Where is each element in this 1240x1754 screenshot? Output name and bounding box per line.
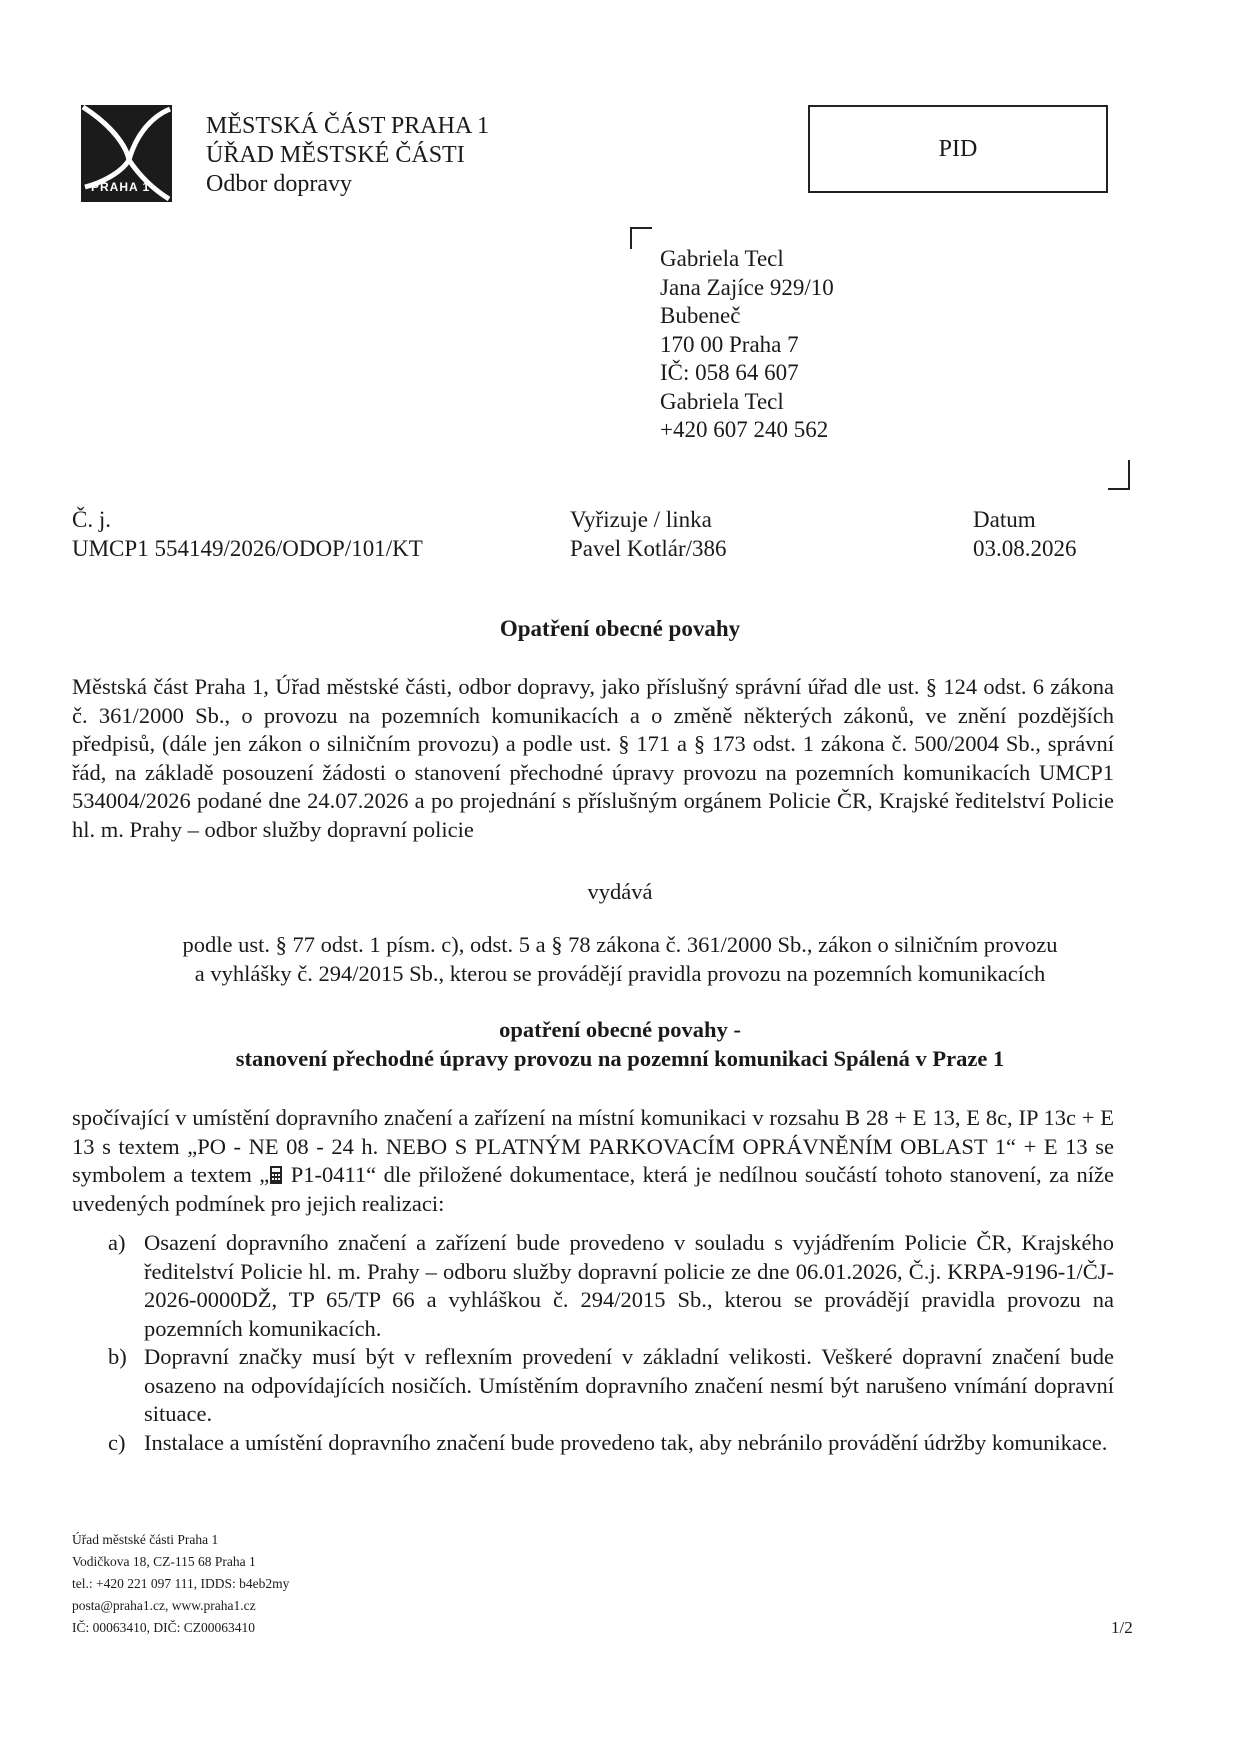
measure-title-line-2: stanovení přechodné úpravy provozu na pozemní komunikaci Spálená v Praze 1 — [235, 1045, 1005, 1071]
footer-line: posta@praha1.cz, www.praha1.cz — [72, 1598, 256, 1613]
handler-label: Vyřizuje / linka — [570, 507, 712, 532]
condition-item — [72, 1429, 1114, 1458]
condition-marker: c) — [108, 1429, 126, 1455]
reference-number-label: Č. j. — [72, 507, 111, 532]
issuer-header — [206, 112, 489, 199]
legal-basis-line-1: podle ust. § 77 odst. 1 písm. c), odst. 5 a § 78 zákona č. 361/2000 Sb., zákon o silničním provozu — [182, 932, 1058, 957]
recipient-line: IČ: 058 64 607 — [660, 360, 799, 385]
footer-line: tel.: +420 221 097 111, IDDS: b4eb2my — [72, 1576, 290, 1591]
measure-title-line-1: opatření obecné povahy - — [499, 1017, 741, 1042]
footer-line: IČ: 00063410, DIČ: CZ00063410 — [72, 1620, 256, 1635]
condition-marker: b) — [108, 1344, 127, 1369]
page-number: 1/2 — [1111, 1618, 1133, 1637]
reference-number-value: UMCP1 554149/2026/ODOP/101/KT — [72, 536, 423, 561]
issuer-line-3: Odbor dopravy — [206, 171, 352, 197]
pid-label: PID — [938, 135, 978, 162]
address-window-corner-top — [630, 227, 652, 249]
intro-paragraph: Městská část Praha 1, Úřad městské části, odbor dopravy, jako příslušný správní úřad dle ust. § 124 odst. 6 zákona č. 361/2000 Sb., o provozu na pozemních komunikacích a o změně některých zákonů, ve znění pozdějších předpisů, (dále jen zákon o silničním provozu) a podle ust. § 171 a § 173 odst. 1 zákona č. 500/2004 Sb., správní řád, na základě posouzení žádosti o stanovení přechodné úpravy provozu na pozemních komunikacích UMCP1 534004/2026 podané dne 24.07.2026 a po projednání s příslušným orgánem Policie ČR, Krajské ředitelství Policie hl. m. Prahy – odbor služby dopravní policie — [72, 674, 1114, 842]
footer-line: Úřad městské části Praha 1 — [72, 1532, 219, 1547]
condition-text: Dopravní značky musí být v reflexním provedení v základní velikosti. Veškeré dopravní značení bude osazeno na odpovídajících nosičích. Umístěním dopravního značení nesmí být narušeno vnímání dopravní situace. — [144, 1344, 1114, 1426]
handler-value: Pavel Kotlár/386 — [570, 536, 727, 561]
reference-number-block — [72, 505, 423, 563]
measure-description-part-1: spočívající v umístění dopravního značení a zařízení na místní komunikaci v rozsahu B 28 + E 13, E 8c, IP 13c + E 13 s textem „PO - NE 08 - 24 h. NEBO S PLATNÝM PARKOVACÍM OPRÁVNĚNÍM OBLAST 1“ + E 13 se symbolem a textem „ — [72, 1105, 1114, 1187]
recipient-address — [660, 245, 834, 445]
conditions-list — [72, 1229, 1114, 1457]
condition-text: Instalace a umístění dopravního značení bude provedeno tak, aby nebránilo provádění údržby komunikace. — [144, 1429, 1108, 1455]
date-label: Datum — [973, 507, 1036, 532]
condition-text: Osazení dopravního značení a zařízení bude provedeno v souladu s vyjádřením Policie ČR, Krajského ředitelství Policie hl. m. Prahy – odboru služby dopravní policie ze dne 06.01.2026, Č.j. KRPA-9196-1/ČJ-2026-0000DŽ, TP 65/TP 66 a vyhláškou č. 294/2015 Sb., kterou se provádějí pravidla provozu na pozemních komunikacích. — [144, 1230, 1114, 1341]
issues-line: vydává — [587, 879, 653, 904]
condition-item — [72, 1229, 1114, 1343]
address-window-corner-bottom — [1108, 460, 1130, 490]
measure-description-part-2: P1-0411“ dle přiložené dokumentace, která je nedílnou součástí tohoto stanovení, za níže uvedených podmínek pro jejich realizaci: — [72, 1162, 1114, 1216]
footer-line: Vodičkova 18, CZ-115 68 Praha 1 — [72, 1554, 256, 1569]
office-footer — [72, 1529, 289, 1639]
praha1-logo — [81, 105, 172, 202]
recipient-line: +420 607 240 562 — [660, 417, 829, 442]
recipient-line: 170 00 Praha 7 — [660, 331, 799, 357]
recipient-line: Bubeneč — [660, 303, 741, 328]
condition-item — [72, 1343, 1114, 1429]
issuer-line-2: ÚŘAD MĚSTSKÉ ČÁSTI — [206, 142, 465, 168]
recipient-line: Gabriela Tecl — [660, 388, 784, 414]
issuer-line-1: MĚSTSKÁ ČÁST PRAHA 1 — [206, 113, 489, 139]
parking-meter-icon — [269, 1165, 283, 1185]
measure-description — [72, 1104, 1114, 1218]
pid-box — [808, 105, 1108, 193]
handler-block — [570, 505, 727, 563]
recipient-line: Jana Zajíce 929/10 — [660, 274, 834, 300]
measure-title — [0, 1016, 1240, 1073]
document-title: Opatření obecné povahy — [499, 616, 741, 641]
condition-marker: a) — [108, 1230, 126, 1255]
date-block — [973, 505, 1077, 563]
legal-basis-line-2: a vyhlášky č. 294/2015 Sb., kterou se provádějí pravidla provozu na pozemních komunikacích — [194, 961, 1046, 986]
recipient-line: Gabriela Tecl — [660, 246, 784, 271]
logo-text: PRAHA 1 — [91, 180, 151, 194]
date-value: 03.08.2026 — [973, 536, 1077, 561]
